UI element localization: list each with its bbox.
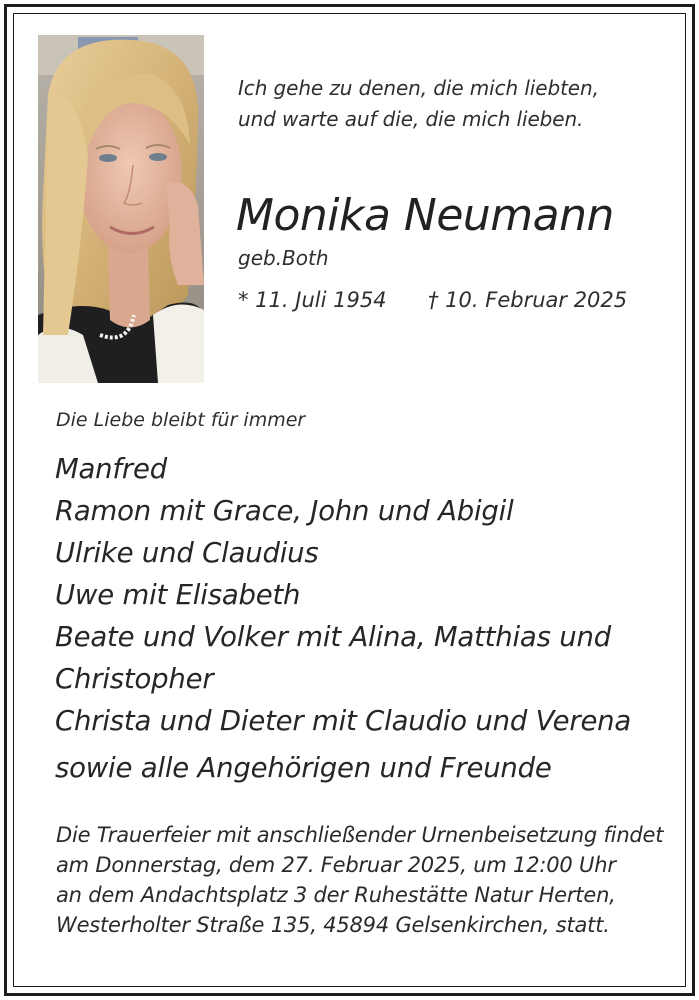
deceased-name: Monika Neumann — [236, 190, 614, 241]
death-date: † 10. Februar 2025 — [428, 288, 628, 312]
mourner-line: Ramon mit Grace, John und Abigil — [55, 495, 514, 527]
quote-line-2: und warte auf die, die mich lieben. — [238, 107, 584, 131]
service-line: am Donnerstag, dem 27. Februar 2025, um 12:00 Uhr — [56, 853, 616, 877]
mourner-line: Uwe mit Elisabeth — [55, 579, 301, 611]
portrait-photo — [38, 35, 204, 383]
service-info — [56, 820, 664, 940]
service-line: Westerholter Straße 135, 45894 Gelsenkirchen, statt. — [56, 913, 610, 937]
maiden-name: geb.Both — [238, 246, 329, 270]
service-line: Die Trauerfeier mit anschließender Urnenbeisetzung findet — [56, 823, 664, 847]
mourners-intro: Die Liebe bleibt für immer — [56, 409, 306, 431]
mourners-closing: sowie alle Angehörigen und Freunde — [55, 752, 552, 784]
mourners-list — [55, 448, 665, 742]
service-line: an dem Andachtsplatz 3 der Ruhestätte Natur Herten, — [56, 883, 616, 907]
mourner-line: Beate und Volker mit Alina, Matthias und — [55, 621, 611, 653]
mourner-line: Christopher — [55, 663, 214, 695]
mourner-line: Manfred — [55, 453, 167, 485]
mourner-line: Ulrike und Claudius — [55, 537, 319, 569]
birth-date: * 11. Juli 1954 — [238, 288, 387, 312]
quote-line-1: Ich gehe zu denen, die mich liebten, — [238, 76, 599, 100]
mourner-line: Christa und Dieter mit Claudio und Verena — [55, 705, 632, 737]
